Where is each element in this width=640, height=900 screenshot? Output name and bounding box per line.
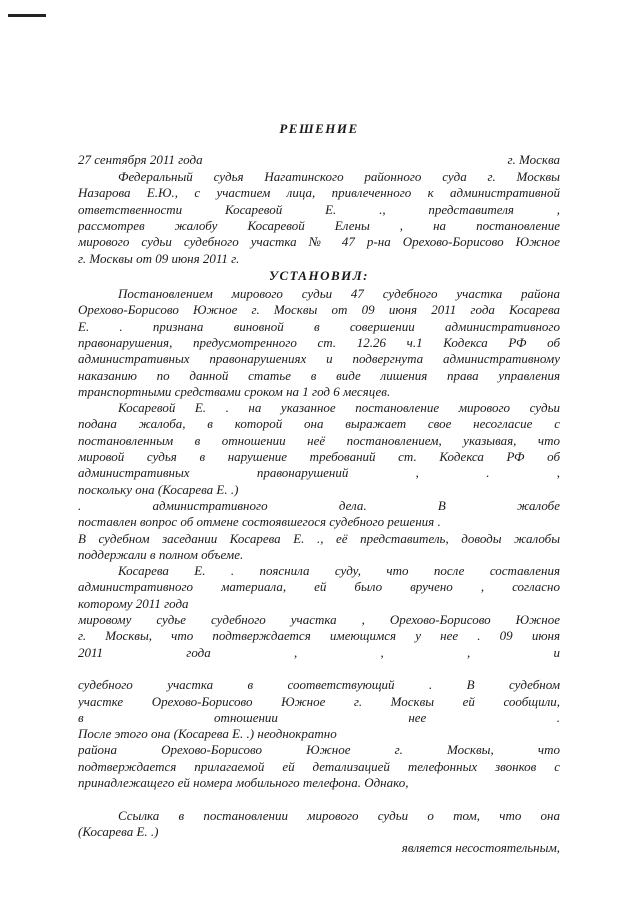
body-line: г. Москвы, что подтверждается имеющимся у нее . 09 июня [78, 628, 560, 644]
body-line: принадлежащего ей номера мобильного телефона. Однако, [78, 775, 409, 790]
body-line: поскольку она (Косарева Е. .) [78, 481, 239, 497]
body-line: участке Орехово-Борисово Южное г. Москвы ей сообщили, [78, 693, 560, 709]
document-title: РЕШЕНИЕ [279, 121, 359, 136]
body-line: постановленным в отношении неё постановлением, указывая, что [78, 432, 560, 448]
intro-line: Назарова Е.Ю., с участием лица, привлеченного к административной [78, 185, 560, 201]
body-line: судебного участка в соответствующий . В судебном [78, 677, 560, 693]
body-line: Косаревой Е. . на указанное постановление мирового судьи [118, 400, 560, 416]
section-heading: УСТАНОВИЛ: [268, 268, 370, 283]
body-line: мировой судья в нарушение требований ст. Кодекса РФ об [78, 449, 560, 464]
body-line: административных правонарушений , . , [78, 465, 560, 481]
body-line: мировому судье судебного участка , Орехово-Борисово Южное [78, 612, 560, 627]
body-line: (Косарева Е. .) [78, 823, 159, 839]
body-line: поддержали в полном объеме. [78, 546, 244, 562]
intro-line: рассмотрев жалобу Косаревой Елены , на постановление [78, 217, 560, 233]
corner-mark [8, 14, 46, 17]
body-line: 2011 года , , , и [78, 644, 560, 660]
body-line: подтверждается прилагаемой ей детализацией телефонных звонков с [78, 758, 560, 774]
body-line: Е. . признана виновной в совершении административного [78, 318, 560, 334]
body-line: является несостоятельным, [401, 840, 560, 856]
body-line: Ссылка в постановлении мирового судьи о том, что она [118, 807, 560, 823]
intro-line: ответственности Косаревой Е. ., представителя , [78, 201, 560, 217]
body-line: Орехово-Борисово Южное г. Москвы от 09 июня 2011 года Косарева [78, 302, 560, 318]
body-line: наказанию по данной статье в виде лишения права управления [78, 367, 560, 383]
body-line: В судебном заседании Косарева Е. ., её представитель, доводы жалобы [78, 530, 560, 546]
body-line: района Орехово-Борисово Южное г. Москвы, что [78, 742, 560, 758]
body-line: Косарева Е. . пояснила суду, что после составления [118, 563, 560, 579]
intro-line: Федеральный судья Нагатинского районного суда г. Москвы [118, 169, 560, 184]
body-line: транспортными средствами сроком на 1 год 6 месяцев. [78, 383, 391, 399]
body-line: После этого она (Косарева Е. .) неоднократно [78, 726, 337, 742]
body-line: административных правонарушениях и подвергнута административному [78, 351, 560, 367]
body-line: административного материала, ей было вручено , согласно [78, 579, 560, 595]
decision-date: 27 сентября 2011 года [78, 152, 203, 167]
body-line: поставлен вопрос об отмене состоявшегося судебного решения . [78, 514, 441, 530]
body-line: правонарушения, предусмотренного ст. 12.26 ч.1 Кодекса РФ об [78, 334, 560, 350]
decision-city: г. Москва [507, 152, 560, 167]
body-line: в отношении нее . [78, 709, 560, 725]
intro-line: мирового судьи судебного участка № 47 р-на Орехово-Борисово Южное [78, 234, 560, 250]
body-line: подана жалоба, в которой она выражает свое несогласие с [78, 416, 560, 432]
body-line: Постановлением мирового судьи 47 судебного участка района [118, 286, 560, 301]
body-line: . административного дела. В жалобе [78, 497, 560, 513]
intro-line: г. Москвы от 09 июня 2011 г. [78, 250, 240, 266]
body-line: которому 2011 года [78, 595, 189, 611]
